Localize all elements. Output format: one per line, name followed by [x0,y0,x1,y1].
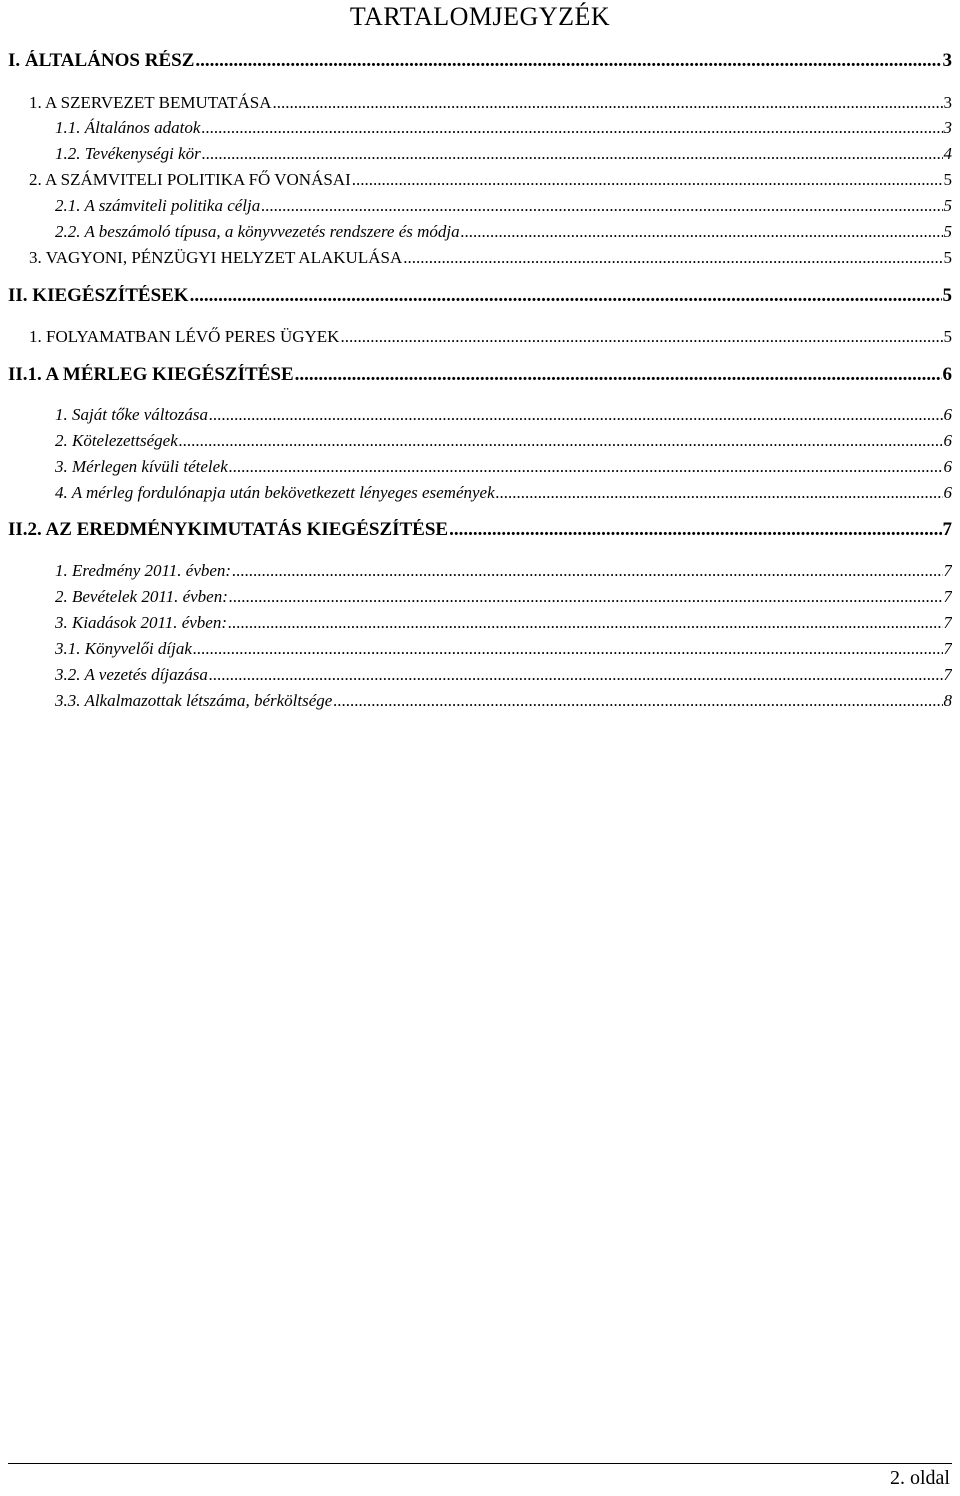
toc-leader-dots [202,144,943,164]
toc-leader-dots [295,364,942,386]
toc-entry[interactable] [8,364,952,386]
toc-entry[interactable] [29,170,952,190]
toc-entry-label: 1. FOLYAMATBAN LÉVŐ PERES ÜGYEK [29,327,340,346]
toc-leader-dots [195,50,941,72]
toc-entry-label: 2.1. A számviteli politika célja [55,196,261,215]
toc-entry-label: 3.3. Alkalmazottak létszáma, bérköltsége [55,691,333,710]
toc-entry-page: 3 [942,50,952,71]
toc-entry-label: II.2. AZ EREDMÉNYKIMUTATÁS KIEGÉSZÍTÉSE [8,519,449,540]
toc-entry-page: 3 [943,93,952,112]
toc-leader-dots [496,483,943,503]
toc-entry-page: 5 [943,327,952,346]
toc-entry[interactable] [8,50,952,72]
toc-entry-page: 7 [943,639,952,658]
toc-entry-label: II.1. A MÉRLEG KIEGÉSZÍTÉSE [8,364,294,385]
toc-leader-dots [461,222,943,242]
toc-entry[interactable] [55,561,952,581]
toc-entry-label: II. KIEGÉSZÍTÉSEK [8,285,189,306]
toc-leader-dots [179,431,943,451]
toc-entry-page: 5 [943,248,952,267]
toc-leader-dots [209,665,943,685]
toc-entry-page: 6 [943,431,952,450]
toc-entry[interactable] [8,519,952,541]
toc-entry[interactable] [55,665,952,685]
toc-entry-label: 2.2. A beszámoló típusa, a könyvvezetés rendszere és módja [55,222,460,241]
toc-entry-label: 1.1. Általános adatok [55,118,201,137]
toc-entry-page: 5 [943,222,952,241]
toc-entry-page: 5 [943,196,952,215]
toc-entry-label: 3. VAGYONI, PÉNZÜGYI HELYZET ALAKULÁSA [29,248,403,267]
toc-entry[interactable] [55,613,952,633]
toc-entry[interactable] [29,327,952,347]
toc-entry-page: 5 [942,285,952,306]
toc-entry-page: 3 [943,118,952,137]
toc-entry-label: 1. A SZERVEZET BEMUTATÁSA [29,93,272,112]
toc-entry[interactable] [8,285,952,307]
toc-entry-page: 6 [942,364,952,385]
toc-entry-page: 7 [942,519,952,540]
document-title: TARTALOMJEGYZÉK [349,2,611,31]
toc-leader-dots [261,196,942,216]
toc-entry[interactable] [55,144,952,164]
toc-entry-label: I. ÁLTALÁNOS RÉSZ [8,50,195,71]
toc-entry[interactable] [55,118,952,138]
toc-entry-page: 7 [943,613,952,632]
toc-entry-page: 6 [943,483,952,502]
toc-entry[interactable] [29,93,952,113]
toc-leader-dots [273,93,943,113]
toc-leader-dots [228,613,942,633]
toc-entry-label: 1. Eredmény 2011. évben: [55,561,232,580]
toc-entry-label: 1.2. Tevékenységi kör [55,144,201,163]
toc-entry-page: 6 [943,405,952,424]
toc-leader-dots [190,285,942,307]
toc-leader-dots [340,327,942,347]
toc-leader-dots [352,170,943,190]
toc-leader-dots [193,639,943,659]
toc-entry-label: 2. A SZÁMVITELI POLITIKA FŐ VONÁSAI [29,170,351,189]
toc-leader-dots [201,118,942,138]
toc-entry-page: 5 [943,170,952,189]
footer-divider [8,1463,952,1464]
toc-entry-page: 6 [943,457,952,476]
toc-entry[interactable] [55,587,952,607]
toc-entry[interactable] [55,691,952,711]
toc-entry[interactable] [55,483,952,503]
toc-entry-label: 3.2. A vezetés díjazása [55,665,208,684]
toc-entry-label: 4. A mérleg fordulónapja után bekövetkezett lényeges események [55,483,495,502]
toc-entry-page: 7 [943,665,952,684]
toc-entry-label: 3. Mérlegen kívüli tételek [55,457,228,476]
toc-entry[interactable] [55,639,952,659]
toc-leader-dots [229,587,943,607]
toc-entry-label: 3.1. Könyvelői díjak [55,639,192,658]
toc-entry-page: 7 [943,587,952,606]
toc-entry-label: 2. Kötelezettségek [55,431,178,450]
page-number: 2. oldal [890,1467,950,1489]
toc-entry-page: 4 [943,144,952,163]
toc-entry[interactable] [55,405,952,425]
toc-leader-dots [232,561,942,581]
toc-leader-dots [403,248,942,268]
toc-entry-label: 3. Kiadások 2011. évben: [55,613,228,632]
toc-entry[interactable] [55,196,952,216]
toc-leader-dots [333,691,942,711]
toc-entry[interactable] [55,457,952,477]
toc-entry[interactable] [55,431,952,451]
toc-entry-label: 2. Bevételek 2011. évben: [55,587,228,606]
toc-leader-dots [229,457,943,477]
toc-entry-label: 1. Saját tőke változása [55,405,208,424]
toc-entry[interactable] [55,222,952,242]
toc-entry[interactable] [29,248,952,268]
toc-entry-page: 7 [943,561,952,580]
toc-leader-dots [449,519,941,541]
toc-leader-dots [209,405,943,425]
toc-entry-page: 8 [943,691,952,710]
